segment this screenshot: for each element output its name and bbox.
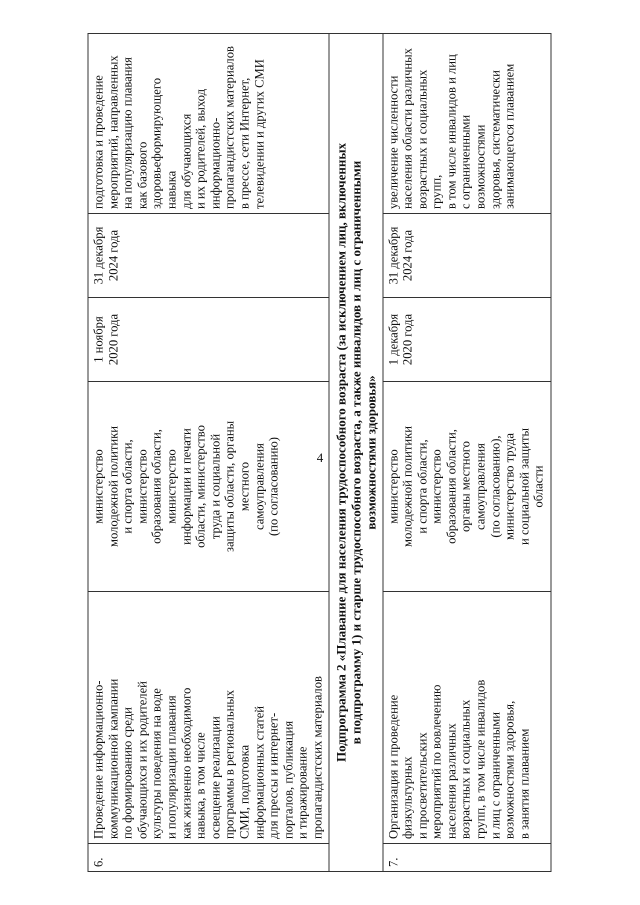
start-date-cell: 1 декабря 2020 года xyxy=(383,297,551,381)
result-cell: увеличение численности населения области различных возрастных и социальных групп, в том числе инвалидов и лиц с ограниченными возможностями здоровья, систематически занимающегося плаванием xyxy=(383,33,551,213)
executor-cell: министерство молодежной политики и спорта области, министерство образования области, органы местного самоуправления (по согласованию), министерство труда и социальной защиты области xyxy=(383,381,551,591)
subprogram-heading: Подпрограмма 2 «Плавание для населения трудоспособного возраста (за исключением лиц, включенных в подпрограмму 1) и старше трудоспособного возраста, а также инвалидов и лиц с ограниченными возможностями здоровья» xyxy=(329,33,383,871)
table-row xyxy=(88,33,329,871)
rotated-table-container xyxy=(88,34,553,872)
program-table xyxy=(88,33,552,872)
start-date-cell: 1 ноября 2020 года xyxy=(88,297,329,381)
table-row xyxy=(383,33,551,871)
activity-cell: Проведение информационно- коммуникационной кампании по формированию среди обучающихся и их родителей культуры поведения на воде и популяризации плавания как жизненно необходимого навыка, в том числе освещение реализации программы в региональных СМИ, подготовка информационных статей для прессы и интернет- порталов, публикация и тиражирование пропагандистских материалов xyxy=(88,591,329,843)
row-number: 6. xyxy=(88,843,329,871)
row-number: 7. xyxy=(383,843,551,871)
activity-cell: Организация и проведение физкультурных и просветительских мероприятий по вовлечению населения различных возрастных и социальных групп, в том числе инвалидов и лиц с ограниченными возможностями здоровья, в занятия плаванием xyxy=(383,591,551,843)
executor-cell: министерство молодежной политики и спорта области, министерство образования области, министерство информации и печати области, министерство труда и социальной защиты области, органы местного самоуправления (по согласованию) xyxy=(88,381,329,591)
end-date-cell: 31 декабря 2024 года xyxy=(88,213,329,297)
page-number: 4 xyxy=(316,450,324,465)
end-date-cell: 31 декабря 2024 года xyxy=(383,213,551,297)
result-cell: подготовка и проведение мероприятий, направленных на популяризацию плавания как базового здоровьеформирующего навыка для обучающихся и их родителей, выход информационно- пропагандистских материалов в прессе, сети Интернет, телевидении и других СМИ xyxy=(88,33,329,213)
subprogram-row xyxy=(329,33,383,871)
